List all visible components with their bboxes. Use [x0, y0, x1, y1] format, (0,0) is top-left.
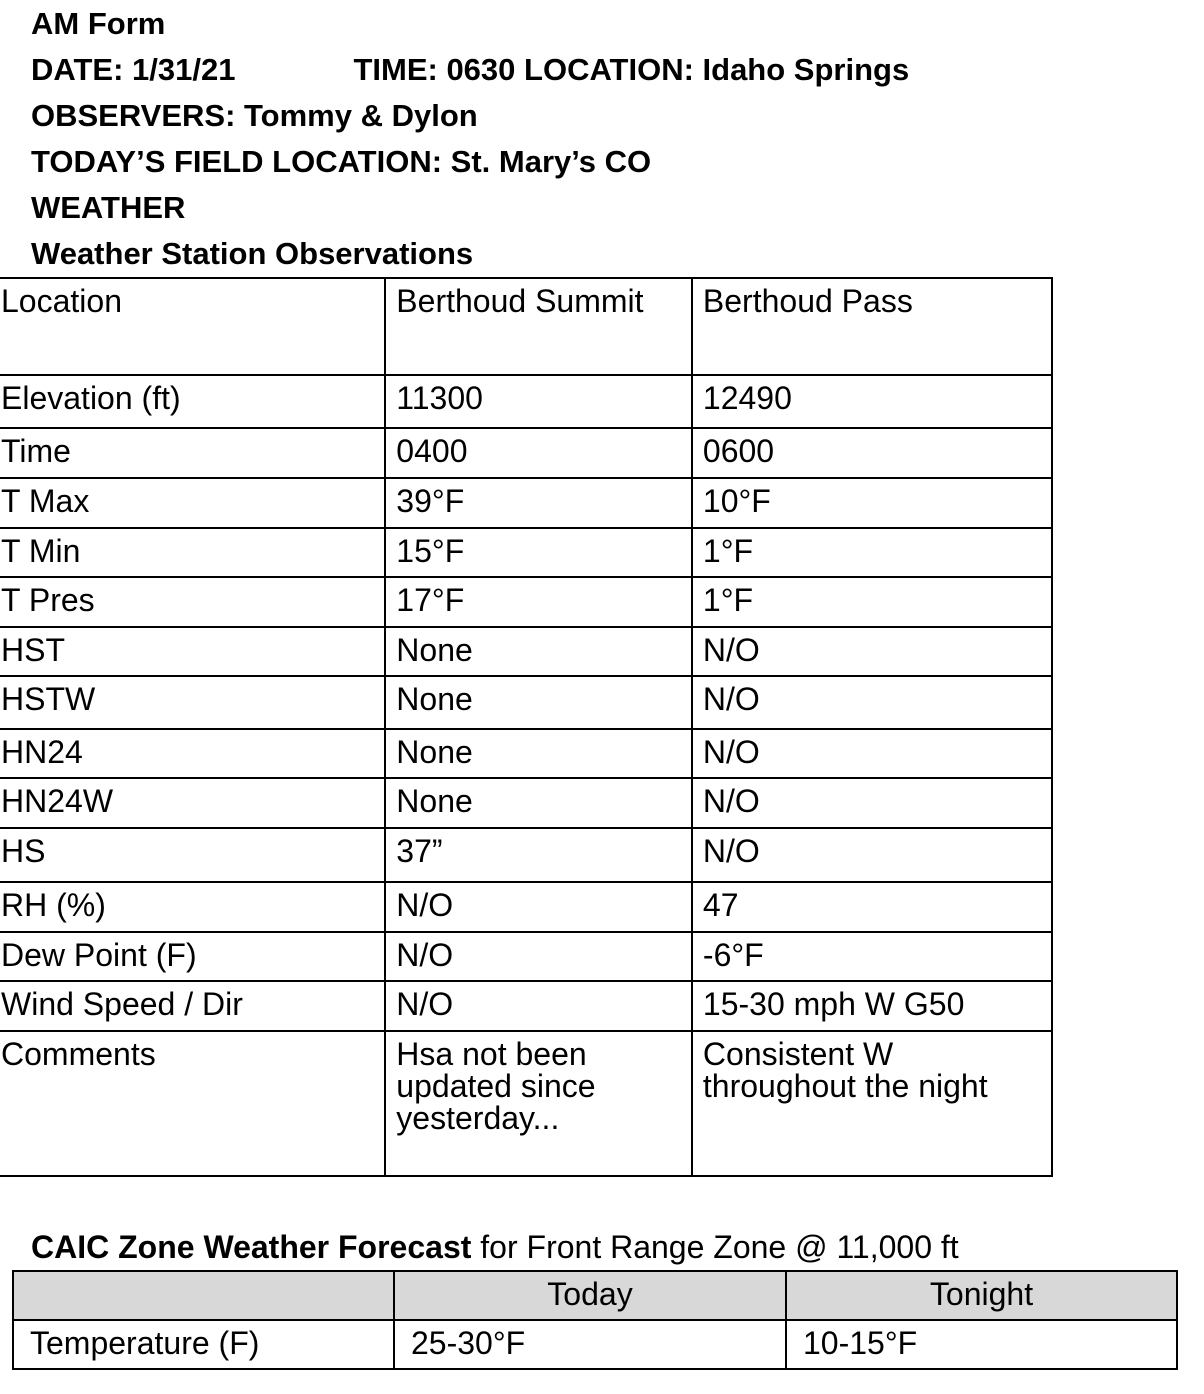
forecast-heading-bold: CAIC Zone Weather Forecast — [31, 1229, 472, 1265]
table-cell: -6°F — [692, 932, 1052, 981]
time-location-text: TIME: 0630 LOCATION: Idaho Springs — [353, 52, 910, 87]
table-header-cell: Berthoud Pass — [692, 278, 1052, 375]
table-cell: 15-30 mph W G50 — [692, 981, 1052, 1031]
table-row — [0, 676, 1052, 729]
table-cell: Dew Point (F) — [0, 932, 385, 981]
table-cell: N/O — [385, 882, 692, 932]
weather-heading: WEATHER — [31, 190, 186, 225]
table-cell: Temperature (F) — [13, 1320, 394, 1369]
table-header-cell: Today — [394, 1271, 786, 1320]
table-cell: RH (%) — [0, 882, 385, 932]
table-row — [0, 627, 1052, 676]
field-location-line: TODAY’S FIELD LOCATION: St. Mary’s CO — [31, 144, 652, 179]
table-cell: T Min — [0, 528, 385, 577]
table-cell: HSTW — [0, 676, 385, 729]
date-text: DATE: 1/31/21 — [31, 52, 236, 87]
table-header-cell: Tonight — [786, 1271, 1177, 1320]
table-cell: Time — [0, 428, 385, 478]
table-cell: Wind Speed / Dir — [0, 981, 385, 1031]
table-row — [0, 828, 1052, 882]
forecast-heading — [31, 1227, 959, 1267]
table-cell: Consistent W throughout the night — [692, 1031, 1052, 1176]
table-cell: T Max — [0, 478, 385, 528]
table-row — [0, 428, 1052, 478]
table-cell: 10-15°F — [786, 1320, 1177, 1369]
table-cell: Elevation (ft) — [0, 375, 385, 428]
form-title: AM Form — [31, 6, 166, 41]
table-cell: HN24 — [0, 729, 385, 778]
table-row — [0, 729, 1052, 778]
table-cell: 15°F — [385, 528, 692, 577]
table-cell: 0600 — [692, 428, 1052, 478]
table-cell: 17°F — [385, 577, 692, 627]
table-row — [0, 778, 1052, 828]
table-cell: None — [385, 627, 692, 676]
table-header-cell — [13, 1271, 394, 1320]
table-header-cell: Berthoud Summit — [385, 278, 692, 375]
table-cell: None — [385, 729, 692, 778]
forecast-header-row — [13, 1271, 1177, 1320]
table-cell: N/O — [692, 627, 1052, 676]
table-cell: N/O — [692, 729, 1052, 778]
table-cell: HS — [0, 828, 385, 882]
table-row — [13, 1320, 1177, 1369]
table-cell: N/O — [385, 981, 692, 1031]
table-cell: N/O — [692, 676, 1052, 729]
table-row — [0, 528, 1052, 577]
table-header-cell: Location — [0, 278, 385, 375]
table-cell: N/O — [692, 828, 1052, 882]
table-cell: N/O — [692, 778, 1052, 828]
table-cell: None — [385, 778, 692, 828]
table-cell: T Pres — [0, 577, 385, 627]
weather-station-table — [0, 277, 1053, 1177]
table-cell: N/O — [385, 932, 692, 981]
table-cell: 39°F — [385, 478, 692, 528]
table-cell: 1°F — [692, 528, 1052, 577]
station-observations-heading: Weather Station Observations — [31, 236, 474, 271]
table-row — [0, 375, 1052, 428]
table-cell: HST — [0, 627, 385, 676]
zone-forecast-table — [12, 1270, 1178, 1370]
table-row — [0, 932, 1052, 981]
table-cell: Hsa not been updated since yesterday... — [385, 1031, 692, 1176]
date-time-location-line — [31, 50, 909, 90]
table-row — [0, 1031, 1052, 1176]
table-row — [0, 478, 1052, 528]
table-cell: 47 — [692, 882, 1052, 932]
table-cell: 12490 — [692, 375, 1052, 428]
table-cell: 11300 — [385, 375, 692, 428]
table-cell: 37” — [385, 828, 692, 882]
table-cell: 25-30°F — [394, 1320, 786, 1369]
table-cell: None — [385, 676, 692, 729]
table-cell: HN24W — [0, 778, 385, 828]
table-row — [0, 577, 1052, 627]
table-row — [0, 981, 1052, 1031]
forecast-heading-rest: for Front Range Zone @ 11,000 ft — [471, 1229, 959, 1265]
observers-line: OBSERVERS: Tommy & Dylon — [31, 98, 478, 133]
table-row — [0, 882, 1052, 932]
table-cell: 1°F — [692, 577, 1052, 627]
table-cell: 0400 — [385, 428, 692, 478]
table-cell: Comments — [0, 1031, 385, 1176]
table-cell: 10°F — [692, 478, 1052, 528]
table-header-row — [0, 278, 1052, 375]
